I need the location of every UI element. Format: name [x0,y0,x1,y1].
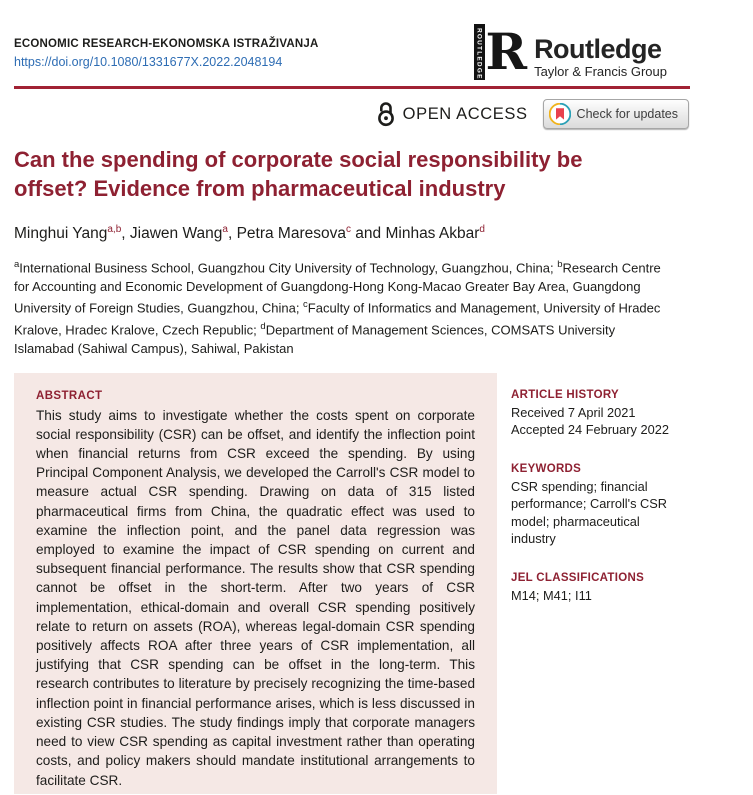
content-row [14,373,753,794]
journal-name: ECONOMIC RESEARCH-EKONOMSKA ISTRAŽIVANJA [14,38,319,50]
routledge-vertical-text: ROUTLEDGE [474,24,485,80]
jel-codes: M14; M41; I11 [511,587,592,603]
author-separator: , [227,225,237,243]
author-name: Jiawen Wang [129,225,223,243]
keywords-text: CSR spending; financial performance; Carroll's CSR model; pharmaceutical industry [511,478,668,547]
check-for-updates-label: Check for updates [576,107,678,121]
masthead [0,0,753,80]
received-date: Received 7 April 2021 [511,404,636,420]
abstract-section [14,373,497,794]
jel-heading: JEL CLASSIFICATIONS [511,571,645,584]
author-affiliation-marker: c [345,224,351,235]
keywords-section [511,463,683,548]
author-affiliation-marker: a,b [107,224,122,235]
author-separator: and [350,225,386,243]
affiliation-text: International Business School, Guangzhou City University of Technology, Guangzhou, China; [19,260,558,276]
article-title-line: Can the spending of corporate social responsibility be [14,147,583,172]
article-history-heading: ARTICLE HISTORY [511,388,620,401]
jel-section [511,572,683,605]
accepted-date: Accepted 24 February 2022 [511,422,669,438]
badges-row [0,99,689,129]
affiliations [14,256,672,358]
doi-link[interactable]: https://doi.org/10.1080/1331677X.2022.2048194 [14,55,283,69]
routledge-r-icon: R [485,22,528,81]
author-name: Minghui Yang [14,225,108,243]
article-info-sidebar [511,373,683,794]
routledge-device-icon [474,24,528,80]
affiliation-marker: c [303,299,308,311]
article-title-line: offset? Evidence from pharmaceutical industry [14,176,506,201]
author-list [14,224,753,243]
article-history-section [511,389,683,439]
author-name: Minhas Akbar [385,225,480,243]
publisher-wordmark [534,35,667,80]
routledge-logo [474,24,668,80]
author-affiliation-marker: d [479,224,485,235]
check-for-updates-button[interactable] [543,99,689,129]
open-padlock-icon [376,101,396,127]
keywords-heading: KEYWORDS [511,462,582,475]
affiliation-text: Research Centre for Accounting and Economic Development of Guangdong-Hong Kong-Macao Greater Bay Area, Guangdong University of Foreign Studies, Guangzhou, China; [14,260,661,316]
abstract-text: This study aims to investigate whether the costs spent on corporate social responsibility (CSR) can be offset, and identify the inflection point when financial returns from CSR exceed the spending. By using Principal Component Analysis, we developed the Carroll's CSR model to measure actual CSR spending. Drawing on data of 315 listed pharmaceutical firms from China, the quadratic effect was used to examine the inflection point, and the panel data regression was employed to examine the impact of CSR spending on current and subsequent financial performance. The results show that CSR spending cannot be offset in the short-term. After two years of CSR implementation, ethical-domain and overall CSR spending positively relate to return on assets (ROA), whereas legal-domain CSR spending positively affects ROA after three years of CSR implementation, all justifying that CSR spending can be offset in the long-term. This research contributes to literature by precisely recognizing the time-based inflection point in financial performance arises, which is less discussed in existing CSR studies. The study findings imply that corporate managers need to view CSR spending as capital investment rather than operating costs, and policy makers should mandate institutional arrangements to facilitate CSR. [36,407,475,788]
author-name: Petra Maresova [236,225,346,243]
journal-info [14,24,318,71]
publisher-tagline: Taylor & Francis Group [534,64,667,79]
header-divider [14,86,690,89]
affiliation-text: Department of Management Sciences, COMSATS University Islamabad (Sahiwal Campus), Sahiwal, Pakistan [14,322,616,357]
affiliation-marker: a [14,259,20,271]
open-access-badge [376,101,528,127]
article-title [14,145,713,203]
crossmark-icon [549,103,571,125]
abstract-heading: ABSTRACT [36,389,103,402]
publisher-name: Routledge [534,33,662,64]
affiliation-marker: b [557,259,563,271]
author-affiliation-marker: a [222,224,228,235]
open-access-label: OPEN ACCESS [402,104,528,123]
affiliation-marker: d [260,321,266,333]
author-separator: , [121,225,130,243]
affiliation-text: Faculty of Informatics and Management, University of Hradec Kralove, Hradec Kralove, Czech Republic; [14,300,661,338]
